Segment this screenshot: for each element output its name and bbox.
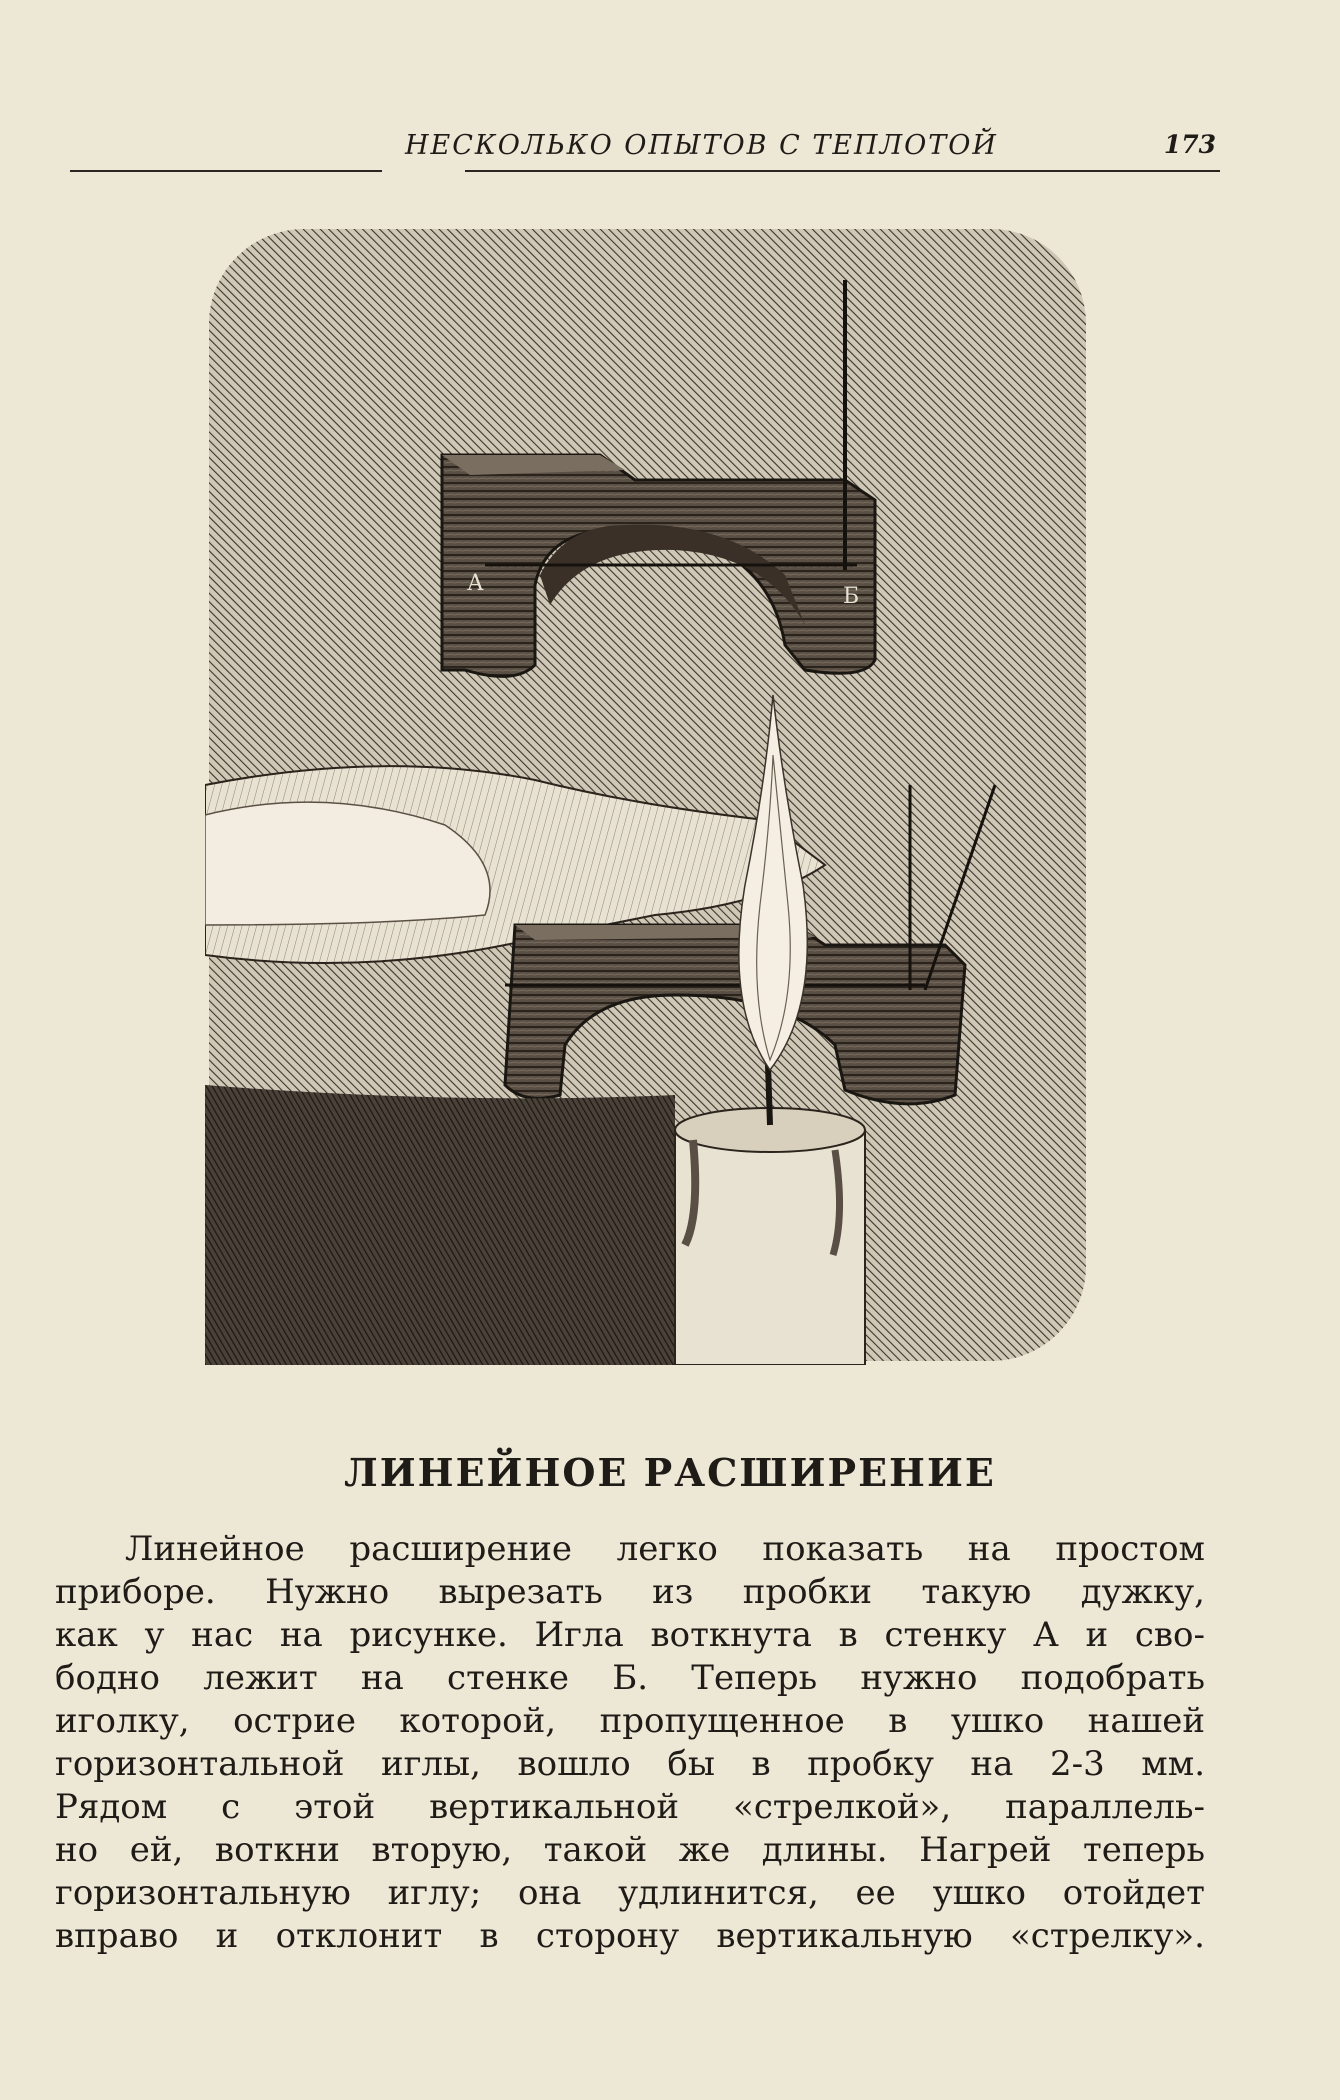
- paragraph: [55, 1528, 1205, 1958]
- paragraph-line: но ей, воткни вторую, такой же длины. Нагрей теперь: [55, 1830, 1205, 1870]
- header-rule-left: [70, 170, 382, 172]
- paragraph-line: горизонтальной иглы, вошло бы в пробку на 2-3 мм.: [55, 1744, 1205, 1784]
- engraving-illustration: [205, 225, 1090, 1365]
- header-rule-right: [465, 170, 1220, 172]
- dark-background: [205, 1085, 675, 1365]
- running-header: [70, 128, 1220, 178]
- paragraph-line: иголку, острие которой, пропущенное в ушко нашей: [55, 1701, 1205, 1741]
- paragraph-line: вправо и отклонит в сторону вертикальную «стрелку».: [55, 1916, 1205, 1956]
- page-number: 173: [1163, 130, 1216, 159]
- label-b: Б: [843, 584, 860, 609]
- paragraph-line: приборе. Нужно вырезать из пробки такую дужку,: [55, 1572, 1205, 1612]
- running-title: НЕСКОЛЬКО ОПЫТОВ С ТЕПЛОТОЙ: [405, 130, 998, 161]
- paragraph-line: Рядом с этой вертикальной «стрелкой», параллель-: [55, 1787, 1205, 1827]
- paragraph-line: Линейное расширение легко показать на простом: [125, 1529, 1205, 1569]
- label-a: А: [467, 571, 484, 596]
- engraving-svg: [205, 225, 1090, 1365]
- paragraph-line: бодно лежит на стенке Б. Теперь нужно подобрать: [55, 1658, 1205, 1698]
- paragraph-line: горизонтальную иглу; она удлинится, ее ушко отойдет: [55, 1873, 1205, 1913]
- section-heading: ЛИНЕЙНОЕ РАСШИРЕНИЕ: [344, 1450, 996, 1495]
- paragraph-line: как у нас на рисунке. Игла воткнута в стенку А и сво-: [55, 1615, 1205, 1655]
